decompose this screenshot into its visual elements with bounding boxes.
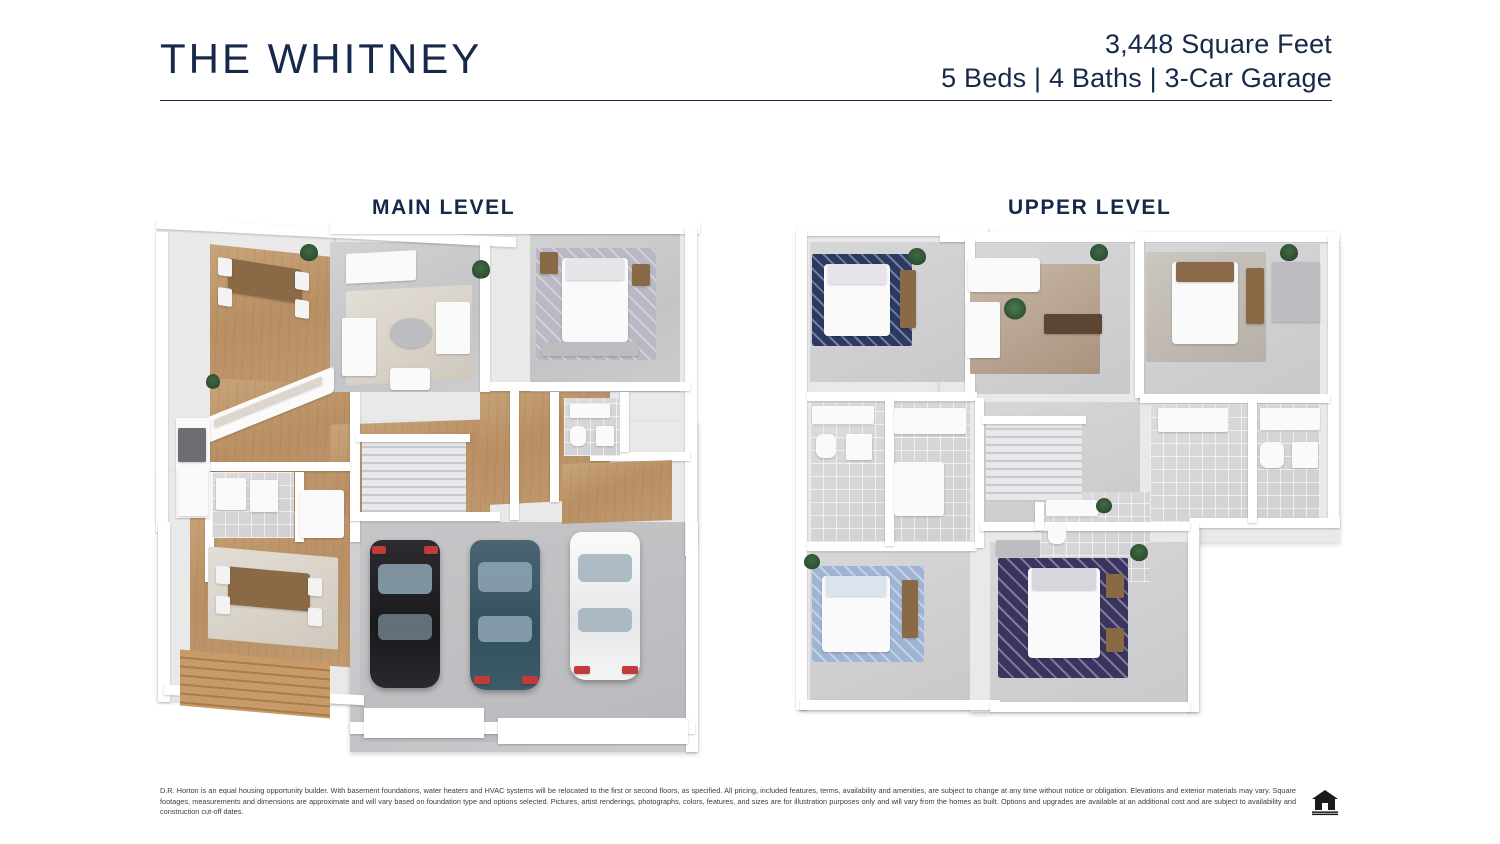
plan-header xyxy=(160,28,1332,96)
equal-housing-opportunity-icon xyxy=(1310,786,1340,816)
upper-level-floorplan xyxy=(790,222,1350,722)
upper-level-label: UPPER LEVEL xyxy=(1008,196,1172,219)
plan-specs xyxy=(941,28,1332,96)
main-level-label: MAIN LEVEL xyxy=(372,196,516,219)
footer xyxy=(160,786,1340,818)
square-feet-value: 3,448 Square Feet xyxy=(1104,29,1332,59)
disclaimer-text: D.R. Horton is an equal housing opportunity builder. With basement foundations, water heaters and HVAC systems will be relocated to the first or second floors, as specified. All pricing, included features, terms, availability and amenities, are subject to change at any time without notice or obligation. Elevations and exterior materials may vary. Square footages, measurements and dimensions are approximate and will vary based on foundation type and options selected. Pictures, artist renderings, photographs, colors, features, and sizes are for illustration purposes only and will vary from the homes as built. Options and upgrades are available at an additional cost and are subject to availability and construction cut-off dates. xyxy=(160,786,1296,817)
beds-baths-garage-value: 5 Beds | 4 Baths | 3-Car Garage xyxy=(941,62,1332,93)
header-divider xyxy=(160,100,1332,101)
page-title: THE WHITNEY xyxy=(160,35,483,82)
main-level-floorplan xyxy=(150,222,710,762)
